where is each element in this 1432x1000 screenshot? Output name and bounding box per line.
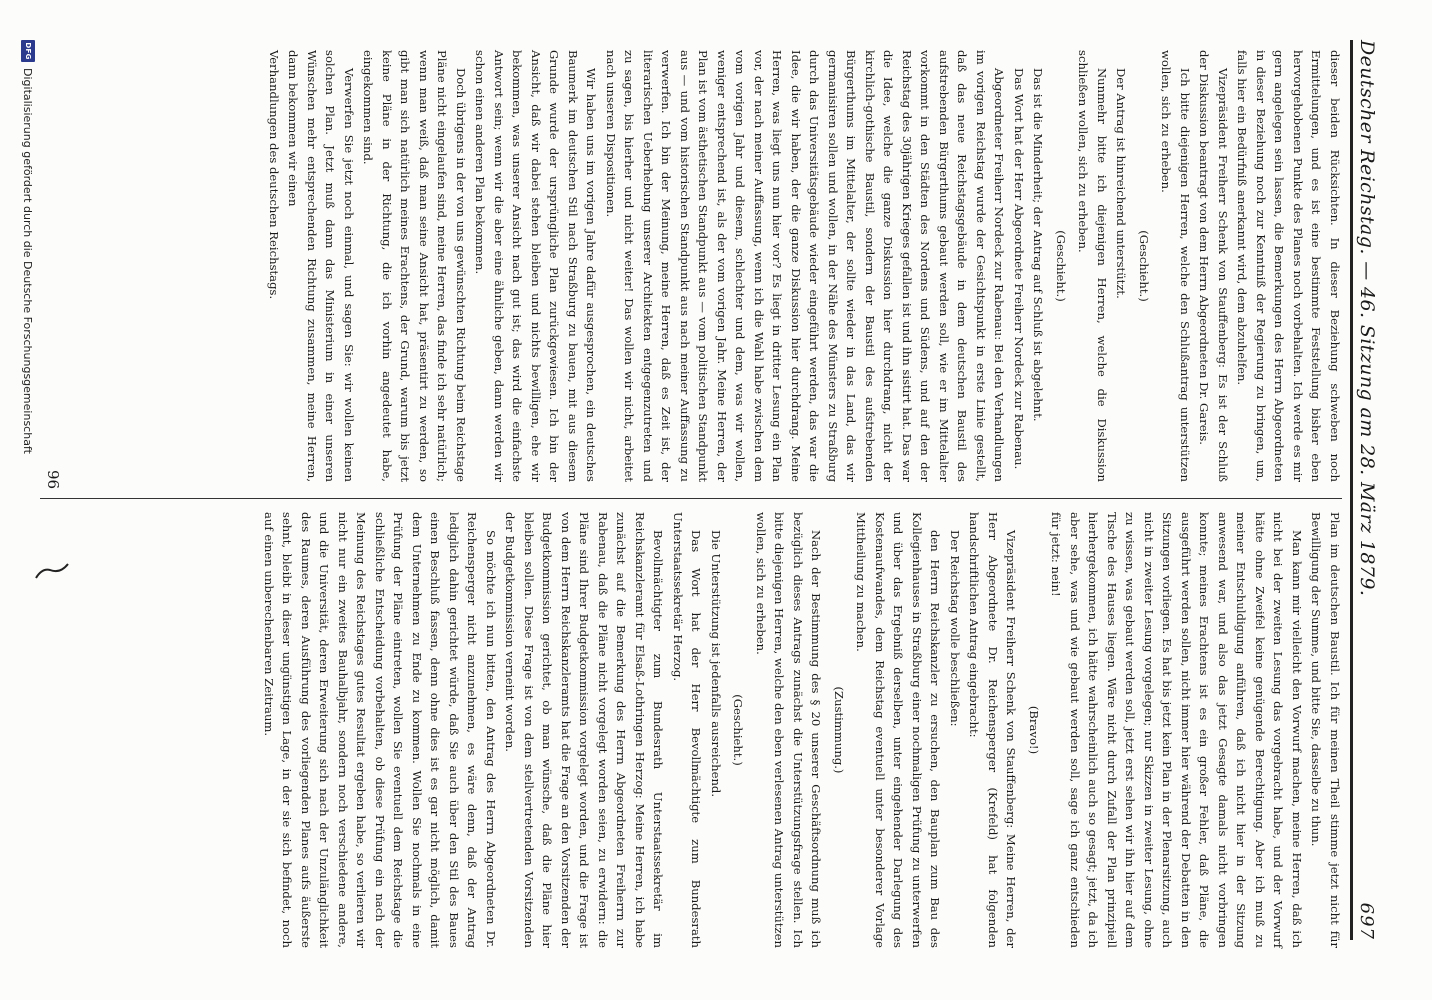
paragraph: (Zustimmung.)	[832, 686, 846, 774]
paragraph: dieser beiden Rücksichten. In dieser Beziehung schweben noch Ermittelungen, und es ist eine bestimmte Feststellung bisher eben hervorgehobenen Punkte des Planes noch vorbehalten. Ich werde es mir gern angelegen sein lassen, die Bemerkungen des Herrn Abgeordneten in dieser Beziehung noch zur Kenntniß der Regierung zu bringen, um, falls hier ein Bedürfniß anerkannt wird, dem abzuhelfen.	[1235, 50, 1342, 482]
running-header	[1350, 40, 1390, 940]
paragraph: (Bravo!)	[1027, 705, 1041, 755]
header-page-number: 697	[1356, 902, 1377, 940]
paragraph: Plan im deutschen Baustil. Ich für meinen Theil stimme jetzt nicht für Bewilligung der Summe, und bitte Sie, dasselbe zu thun.	[1309, 512, 1342, 948]
paragraph: Der Antrag ist hinreichend unterstützt.	[1114, 68, 1129, 299]
footer-text: Digitalisierung gefördert durch die Deutsche Forschungsgemeinschaft	[21, 68, 35, 454]
paragraph: (Geschieht.)	[1137, 230, 1151, 302]
dfg-logo-icon: DFG	[21, 40, 35, 62]
paragraph: Der Reichstag wolle beschließen:	[948, 530, 962, 727]
paragraph: (Geschieht.)	[731, 694, 746, 766]
paragraph: Verwerfen Sie jetzt noch einmal, und sagen Sie: wir wollen keinen solchen Plan. Jetzt muß dann das Ministerium in einer unseren Wünschen mehr entsprechenden Richtung zusammen, meine Herren, dann bekommen wir einen	[286, 50, 356, 482]
header-title: Deutscher Reichstag. — 46. Sitzung am 28. März 1879.	[1356, 40, 1378, 597]
paragraph: Vizepräsident Freiherr Schenk von Stauffenberg: Es ist der Schluß der Diskussion beantragt von dem Herrn Abgeordneten Dr. Gareis.	[1197, 50, 1230, 482]
paragraph: Das Wort hat der Herr Bevollmächtigte zum Bundesrath Unterstaatssekretär Herzog.	[671, 512, 704, 948]
digitization-footer	[16, 40, 40, 980]
paragraph: Die Unterstützung ist jedenfalls ausreichend.	[709, 530, 723, 798]
paragraph: Das ist die Minderheit; der Antrag auf Schluß ist abgelehnt.	[1031, 68, 1046, 422]
paragraph: Man kann mir vielleicht den Vorwurf machen, meine Herren, daß ich nicht bei der zweiten Lesung das vorgebracht habe, und der Vorwurf hätte ohne Zweifel keine genügende Berechtigung. Aber ich muß zu meiner Entschuldigung anführen, daß ich nicht hier in der Sitzung anwesend war, und also das jetzt Gesagte damals nicht vorbringen konnte; meines Erachtens ist es ein großer Fehler, daß Pläne, die ausgeführt werden sollen, nicht immer hier während der Debatten in den Sitzungen vorliegen. Es hat bis jetzt kein Plan in der Plenarsitzung, auch nicht in zweiter Lesung vorgelegen; nur Skizzen in zweiter Lesung, ohne zu wissen, was gebaut werden soll, jetzt erst sehen wir ihn hier auf dem Tische des Hauses liegen. Wäre nicht durch Zufall der Plan prinzipiell hierhergekommen, ich hätte wahrscheinlich auch so gesagt; jetzt, da ich aber sehe, was und wie gebaut werden soll, sage ich ganz entschieden für jetzt: nein!	[1049, 512, 1304, 948]
paragraph: Verhandlungen des deutschen Reichstags.	[267, 50, 281, 300]
paragraph: Vizepräsident Freiherr Schenk von Stauffenberg: Meine Herren, der Herr Abgeordnete Dr. Reichensperger (Krefeld) hat folgenden handschriftlichen Antrag eingebracht:	[967, 512, 1019, 948]
paragraph: (Geschieht.)	[1054, 230, 1068, 302]
right-text-column	[259, 512, 1345, 948]
left-text-column	[264, 50, 1345, 482]
page-number: 96	[44, 470, 62, 490]
column-divider	[40, 498, 1342, 499]
paragraph: Abgeordneter Freiherr Nordeck zur Rabenau: Bei den Verhandlungen im vorigen Reichstag wurde der Gesichtspunkt in erste Linie gestellt, daß das neue Reichstagsgebäude in dem deutschen Baustil des aufstrebenden Bürgerthums gebaut werden soll, wie er im Mittelalter vorkommt in den Städten des Nordens und Südens, und auf den der Reichstag des 30jährigen Krieges gefallen ist und ihn sistirt hat. Das war die Idee, welche die ganze Diskussion hier durchdrang, nicht der kirchlich-gothische Baustil, sondern der Baustil des aufstrebenden Bürgerthums im Mittelalter, der sollte wieder in das Land, das wir germanisiren sollen und wollen, in der Nähe des Münsters zu Straßburg durch das Universitätsgebäude wieder eingeführt werden, das war die Idee, die wir haben, der die ganze Diskussion hier durchdrang. Meine Herren, was liegt uns nun hier vor? Es liegt in dritter Lesung ein Plan vor, der nach meiner Auffassung, wenn ich die Wahl habe zwischen dem vom vorigen Jahr und diesem, schlechter und dem, was wir wollen, weniger entsprechend ist, als der vom vorigen Jahr. Meine Herren, der Plan ist vom ästhetischen Standpunkt aus — vom politischen Standpunkt aus — und vom historischen Standpunkt aus nach meiner Auffassung zu verwerfen. Ich bin der Meinung, meine Herren, daß es Zeit ist, der literarischen Ueberhebung unserer Architekten entgegenzutreten und zu sagen, bis hierher und nicht weiter! Das wollen wir nicht, arbeitet nach unseren Dispositionen.	[604, 50, 1007, 482]
paragraph: Ich bitte diejenigen Herren, welche den Schlußantrag unterstützen wollen, sich zu erheben.	[1159, 50, 1192, 482]
paragraph: Doch übrigens in der von uns gewünschten Richtung beim Reichstage Pläne nicht eingelaufen sind, meine Herren, das finde ich sehr natürlich; wenn man weiß, daß man seine Ansicht hat, präsentirt zu werden, so gibt man sich natürlich meines Erachtens, der Grund, warum bis jetzt keine Pläne in der Richtung, die ich vorhin angedeutet habe, eingekommen sind.	[361, 50, 468, 482]
paragraph: Nach der Bestimmung des § 20 unserer Geschäftsordnung muß ich bezüglich dieses Antrags zunächst die Unterstützungsfrage stellen. Ich bitte diejenigen Herren, welche den eben verlesenen Antrag unterstützen wollen, sich zu erheben.	[754, 512, 824, 948]
paragraph: Das Wort hat der Herr Abgeordnete Freiherr Nordeck zur Rabenau.	[1012, 68, 1026, 470]
paragraph: So möchte ich nun bitten, den Antrag des Herrn Abgeordneten Dr. Reichensperger nicht anzunehmen, es wäre denn, daß der Antrag lediglich dahin gerichtet würde, daß Sie auch über den Stil des Baues einen Beschluß fassen, denn ohne dies ist es gar nicht möglich, damit dem Unternehmen zu Ende zu kommen. Wollen Sie nochmals in eine Prüfung der Pläne eintreten, wollen Sie eventuell dem Reichstage die schließliche Entscheidung vorbehalten, ob diese Prüfung ein nach der Meinung des Reichstages gutes Resultat ergeben habe, so verlieren wir nicht nur ein zweites Bauhalbjahr, sondern noch verschiedene andere, und die Universität, deren Erweiterung sich nach der Unzulänglichkeit des Raumes, deren Ausführung des vorliegenden Planes aufs äußerste sehnt, bleibt in dieser ungünstigen Lage, in der sie sich befindet, noch auf einen unberechenbaren Zeitraum.	[262, 512, 498, 948]
paragraph: den Herrn Reichskanzler zu ersuchen, den Bauplan zum Bau des Kollegienhauses in Straßburg einer nochmaligen Prüfung zu unterwerfen und über das Ergebniß derselben, unter eingehender Darlegung des Kostenaufwandes, dem Reichstag eventuell unter besonderer Vorlage Mittheilung zu machen.	[854, 512, 943, 948]
paragraph: Nunmehr bitte ich diejenigen Herren, welche die Diskussion schließen wollen, sich zu erheben.	[1076, 50, 1109, 482]
paragraph: Wir haben uns im vorigen Jahre dafür ausgesprochen, ein deutsches Baumerk im deutschen Stil nach Straßburg zu bauen, mit aus diesem Grunde wurde der ursprüngliche Plan zurückgewiesen. Ich bin der Ansicht, daß wir dabei stehen bleiben und nichts bewilligen, ehe wir bekommen, was unserer Ansicht nach gut ist; das wird die einfachste Antwort sein; wenn wir die aber eine ähnliche geben, dann werden wir schon einen anderen Plan bekommen.	[473, 50, 599, 482]
paragraph: Bevollmächtigter zum Bundesrath Unterstaatssekretär im Reichskanzleramt für Elsaß-Lothringen Herzog: Meine Herren, ich habe zunächst auf die Bemerkung des Herrn Abgeordneten Freiherrn zur Rabenau, daß die Pläne nicht vorgelegt worden seien, zu erwidern: die Pläne sind Ihrer Budgetkommission vorgelegt worden, und die Frage ist von dem Herrn Reichskanzleramts hat die Frage an den Vorsitzenden der Budgetkommission gerichtet, ob man wünsche, daß die Pläne hier bleiben sollen. Diese Frage ist von dem stellvertretenden Vorsitzenden der Budgetkommission verneint worden.	[503, 512, 666, 948]
